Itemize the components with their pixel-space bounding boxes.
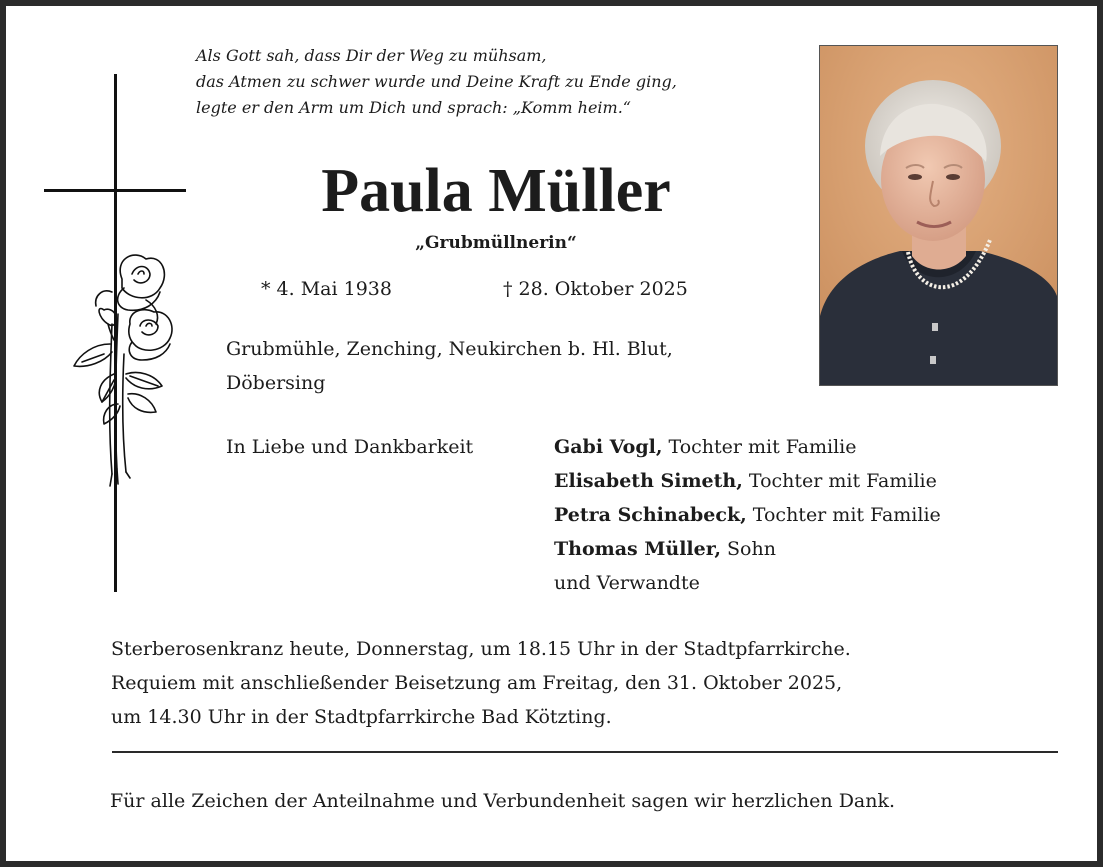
mourner-name: Petra Schinabeck, xyxy=(554,504,747,526)
portrait-illustration xyxy=(820,46,1057,385)
mourner-name: Thomas Müller, xyxy=(554,538,721,560)
mourner-name: Elisabeth Simeth, xyxy=(554,470,743,492)
poem xyxy=(196,43,677,121)
mourner-entry xyxy=(554,566,941,600)
mourner-relation: Tochter mit Familie xyxy=(662,436,857,458)
poem-line: das Atmen zu schwer wurde und Deine Kraft zu Ende ging, xyxy=(196,72,677,91)
cross-with-roses-icon xyxy=(44,74,194,594)
mourner-relation: Tochter mit Familie xyxy=(746,504,941,526)
residence-line: Grubmühle, Zenching, Neukirchen b. Hl. Blut, xyxy=(226,338,673,360)
poem-line: legte er den Arm um Dich und sprach: „Komm heim.“ xyxy=(196,98,631,117)
portrait-photo xyxy=(819,45,1058,386)
mourners-intro: In Liebe und Dankbarkeit xyxy=(226,436,474,458)
mourner-entry xyxy=(554,498,941,532)
thanks-note: Für alle Zeichen der Anteilnahme und Verbundenheit sagen wir herzlichen Dank. xyxy=(110,790,896,812)
mourner-relation: Sohn xyxy=(720,538,776,560)
obituary-card xyxy=(6,6,1097,861)
mourner-entry xyxy=(554,532,941,566)
service-line: Requiem mit anschließender Beisetzung am Freitag, den 31. Oktober 2025, xyxy=(111,672,843,694)
deceased-nickname: „Grubmüllnerin“ xyxy=(415,233,577,253)
mourner-name: Gabi Vogl, xyxy=(554,436,663,458)
mourner-relation: und Verwandte xyxy=(554,572,700,594)
mourner-entry xyxy=(554,464,941,498)
birth-date: * 4. Mai 1938 xyxy=(261,278,392,300)
mourner-entry xyxy=(554,430,941,464)
death-date: † 28. Oktober 2025 xyxy=(503,278,688,300)
deceased-name: Paula Müller xyxy=(321,157,671,225)
service-line: Sterberosenkranz heute, Donnerstag, um 18.15 Uhr in der Stadtpfarrkirche. xyxy=(111,638,851,660)
poem-line: Als Gott sah, dass Dir der Weg zu mühsam, xyxy=(196,46,547,65)
mourners-list xyxy=(554,430,941,600)
service-info xyxy=(111,632,851,734)
divider xyxy=(112,751,1058,753)
service-line: um 14.30 Uhr in der Stadtpfarrkirche Bad Kötzting. xyxy=(111,706,612,728)
mourner-relation: Tochter mit Familie xyxy=(742,470,937,492)
residence-line: Döbersing xyxy=(226,372,326,394)
residence xyxy=(226,332,673,400)
